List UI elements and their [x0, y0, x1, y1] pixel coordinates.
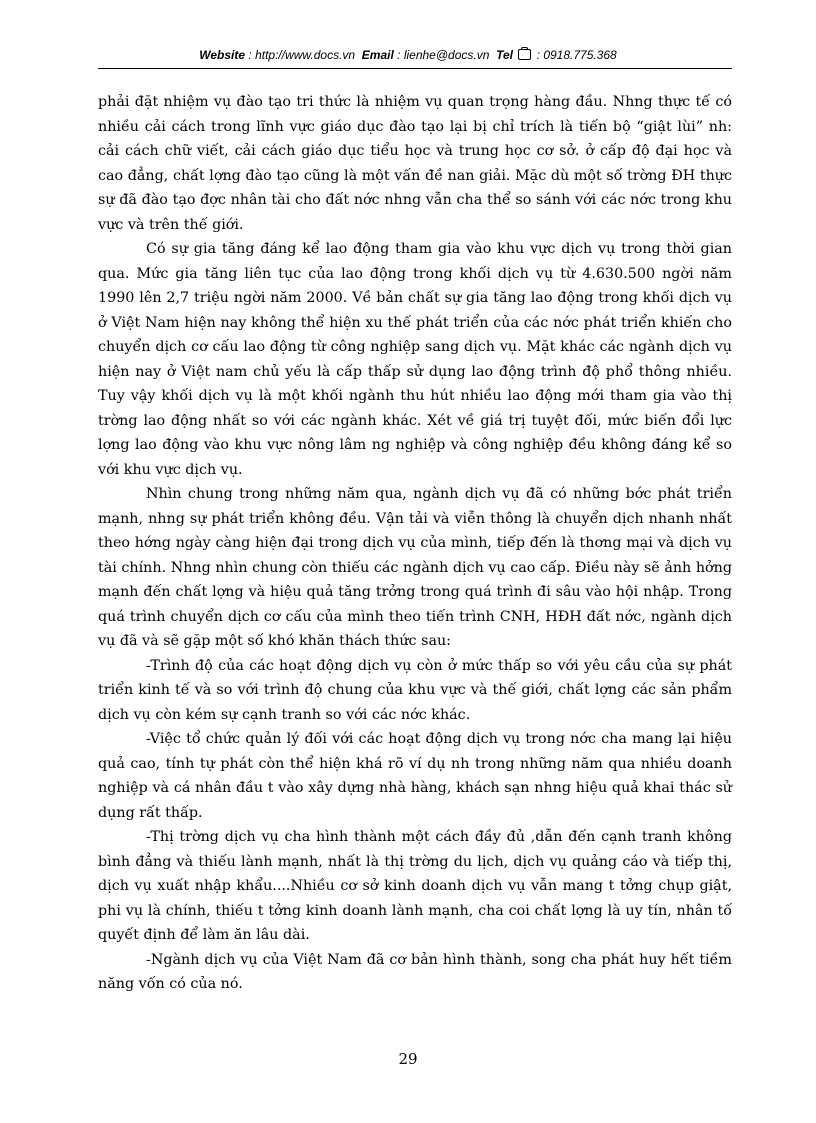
phone-icon	[518, 49, 531, 60]
email-label: Email	[361, 48, 394, 62]
website-label: Website	[199, 48, 246, 62]
paragraph: -Trình độ của các hoạt động dịch vụ còn ở mức thấp so với yêu cầu của sự phát triển kinh tế và so với trình độ chung của khu vực và thế giới, chất lợng các sản phẩm dịch vụ còn kém sự cạnh tranh so với các nớc khác.	[98, 657, 732, 723]
header-rule	[98, 68, 732, 69]
tel-number: 0918.775.368	[543, 48, 617, 62]
tel-label: Tel	[496, 48, 513, 62]
page-header: Website : http://www.docs.vn Email : lienhe@docs.vn Tel : 0918.775.368	[0, 48, 816, 62]
paragraph: -Ngành dịch vụ của Việt Nam đã cơ bản hình thành, song cha phát huy hết tiềm năng vốn có của nó.	[98, 951, 732, 992]
paragraph: -Việc tổ chức quản lý đối với các hoạt động dịch vụ trong nớc cha mang lại hiệu quả cao, tính tự phát còn thể hiện khá rõ ví dụ nh trong những năm qua nhiều doanh nghiệp và cá nhân đầu t vào xây dựng nhà hàng, khách sạn nhng hiệu quả khai thác sử dụng rất thấp.	[98, 731, 732, 821]
page-number: 29	[398, 1050, 418, 1068]
body-text	[98, 90, 732, 997]
paragraph: Nhìn chung trong những năm qua, ngành dịch vụ đã có những bớc phát triển mạnh, nhng sự phát triển không đều. Vận tải và viễn thông là chuyển dịch nhanh nhất theo hớng ngày càng hiện đại trong dịch vụ của mình, tiếp đến là thơng mại và dịch vụ tài chính. Nhng nhìn chung còn thiếu các ngành dịch vụ cao cấp. Điều này sẽ ảnh hởng mạnh đến chất lợng và hiệu quả tăng trởng trong quá trình đi sâu vào hội nhập. Trong quá trình chuyển dịch cơ cấu của mình theo tiến trình CNH, HĐH đất nớc, ngành dịch vụ đã và sẽ gặp một số khó khăn thách thức sau:	[98, 486, 732, 649]
website-url: http://www.docs.vn	[255, 48, 356, 62]
paragraph: Có sự gia tăng đáng kể lao động tham gia vào khu vực dịch vụ trong thời gian qua. Mức gia tăng liên tục của lao động trong khối dịch vụ từ 4.630.500 ngời năm 1990 lên 2,7 triệu ngời năm 2000. Về bản chất sự gia tăng lao động trong khối dịch vụ ở Việt Nam hiện nay không thể hiện xu thế phát triển của các nớc phát triển khiến cho chuyển dịch cơ cấu lao động từ công nghiệp sang dịch vụ. Mặt khác các ngành dịch vụ hiện nay ở Việt nam chủ yếu là cấp thấp sử dụng lao động trình độ phổ thông nhiều. Tuy vậy khối dịch vụ là một khối ngành thu hút nhiều lao động mới tham gia vào thị trờng lao động nhất so với các ngành khác. Xét về giá trị tuyệt đối, mức biến đổi lực lợng lao động vào khu vực nông lâm ng nghiệp và công nghiệp đều không đáng kể so với khu vực dịch vụ.	[98, 241, 732, 478]
paragraph: phải đặt nhiệm vụ đào tạo tri thức là nhiệm vụ quan trọng hàng đầu. Nhng thực tế có nhiều cải cách trong lĩnh vực giáo dục đào tạo lại bị chỉ trích là tiến bộ “giật lùi” nh: cải cách chữ viết, cải cách giáo dục tiểu học và trung học cơ sở. ở cấp độ đại học và cao đẳng, chất lợng đào tạo cũng là một vấn đề nan giải. Mặc dù một số trờng ĐH thực sự đã đào tạo đợc nhân tài cho đất nớc nhng vẫn cha thể so sánh với các nớc trong khu vực và trên thế giới.	[98, 94, 732, 233]
email-address: lienhe@docs.vn	[403, 48, 490, 62]
paragraph: -Thị trờng dịch vụ cha hình thành một cách đầy đủ ,dẫn đến cạnh tranh không bình đẳng và thiếu lành mạnh, nhất là thị trờng du lịch, dịch vụ quảng cáo và tiếp thị, dịch vụ xuất nhập khẩu....Nhiều cơ sở kinh doanh dịch vụ vẫn mang t tởng chụp giật, phi vụ là chính, thiếu t tởng kinh doanh lành mạnh, cha coi chất lợng là uy tín, nhân tố quyết định để làm ăn lâu dài.	[98, 829, 732, 943]
